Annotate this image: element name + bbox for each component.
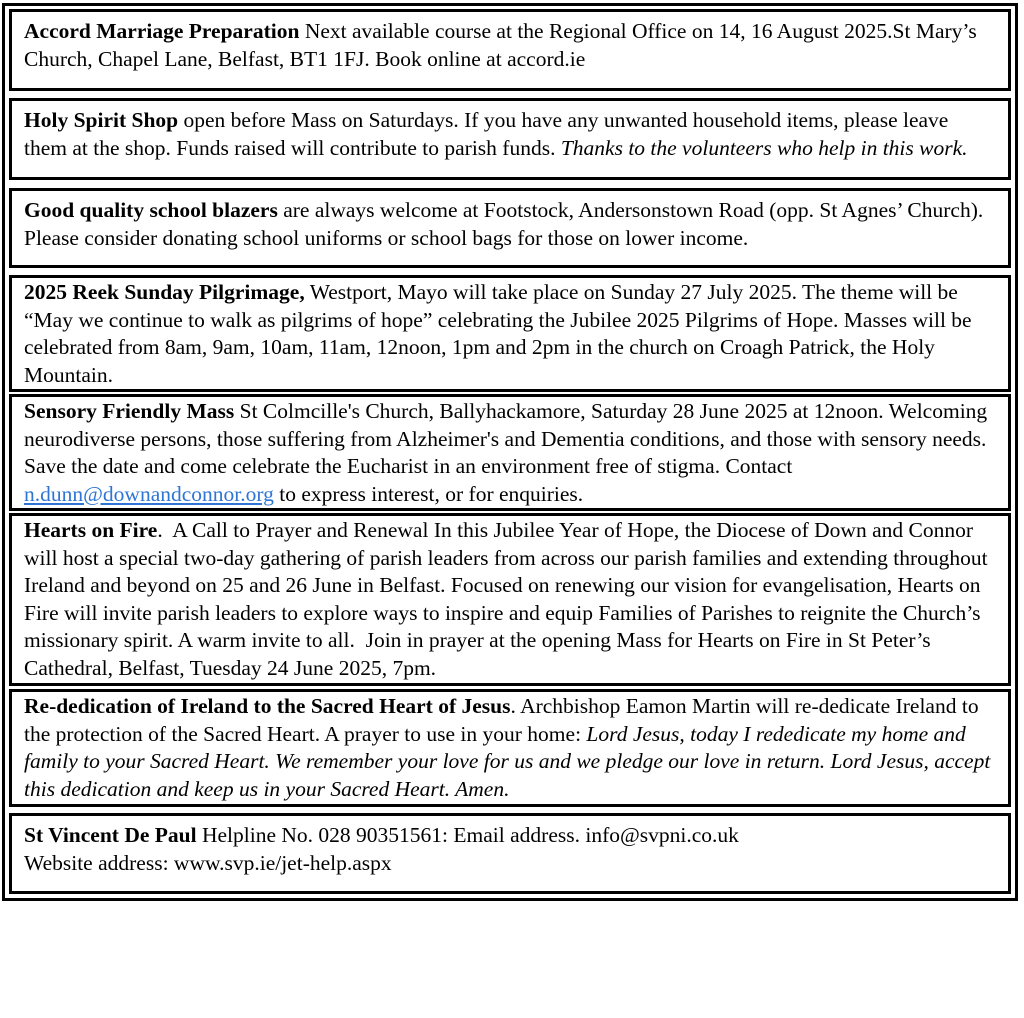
notice-body-after-link: to express interest, or for enquiries. xyxy=(273,481,584,506)
notice-st-vincent-de-paul xyxy=(9,813,1011,894)
notice-body: Westport, Mayo will take place on Sunday 27 July 2025. The theme will be “May we continue to walk as pilgrims of hope” celebrating the Jubilee 2025 Pilgrims of Hope. Masses will be celebrated from 8am, 9am, 10am, 11am, 12noon, 1pm and 2pm in the church on Croagh Patrick, the Holy Mountain. xyxy=(24,280,977,387)
notice-school-blazers xyxy=(9,188,1011,268)
notice-title: Holy Spirit Shop xyxy=(24,108,179,132)
website-address-line: Website address: www.svp.ie/jet-help.aspx xyxy=(24,850,392,875)
notice-accord-marriage-preparation xyxy=(9,9,1011,91)
notice-hearts-on-fire xyxy=(9,513,1011,686)
email-link[interactable]: n.dunn@downandconnor.org xyxy=(24,481,274,506)
notice-title: 2025 Reek Sunday Pilgrimage, xyxy=(24,280,305,304)
notice-holy-spirit-shop xyxy=(9,98,1011,180)
notice-title: Re-dedication of Ireland to the Sacred Heart of Jesus xyxy=(24,694,511,718)
notice-title: Accord Marriage Preparation xyxy=(24,19,300,43)
notice-body: . A Call to Prayer and Renewal In this Jubilee Year of Hope, the Diocese of Down and Connor will host a special two-day gathering of parish leaders from across our parish families and extending throughout Ireland and beyond on 25 and 26 June in Belfast. Focused on renewing our vision for evangelisation, Hearts on Fire will invite parish leaders to explore ways to inspire and equip Families of Parishes to reignite the Church’s missionary spirit. A warm invite to all. Join in prayer at the opening Mass for Hearts on Fire in St Peter’s Cathedral, Belfast, Tuesday 24 June 2025, 7pm. xyxy=(24,518,994,680)
notice-body: Helpline No. 028 90351561: Email address. info@svpni.co.uk xyxy=(196,823,739,847)
parish-newsletter-page xyxy=(2,3,1018,901)
notice-text xyxy=(24,197,996,252)
notice-body: St Colmcille's Church, Ballyhackamore, Saturday 28 June 2025 at 12noon. Welcoming neurodiverse persons, those suffering from Alzheimer's and Dementia conditions, and those with sensory needs. Save the date and come celebrate the Eucharist in an environment free of stigma. Contact xyxy=(24,399,993,478)
notice-text xyxy=(24,693,996,803)
notice-sensory-friendly-mass xyxy=(9,394,1011,511)
notice-text xyxy=(24,279,996,389)
notice-prayer-italic: Lord Jesus, today I rededicate my home and family to your Sacred Heart. We remember your love for us and we pledge our love in return. Lord Jesus, accept this dedication and keep us in your Sacred Heart. Amen. xyxy=(24,721,996,801)
notice-title: Sensory Friendly Mass xyxy=(24,399,235,423)
notice-reek-sunday-pilgrimage xyxy=(9,275,1011,392)
notice-body: open before Mass on Saturdays. If you have any unwanted household items, please leave them at the shop. Funds raised will contribute to parish funds. xyxy=(24,108,954,160)
notice-text xyxy=(24,822,996,877)
notice-text xyxy=(24,18,996,73)
notice-title: Good quality school blazers xyxy=(24,198,278,222)
notice-text xyxy=(24,107,996,162)
notice-rededication-sacred-heart xyxy=(9,689,1011,807)
notice-title: St Vincent De Paul xyxy=(24,823,197,847)
notice-body: Next available course at the Regional Office on 14, 16 August 2025.St Mary’s Church, Chapel Lane, Belfast, BT1 1FJ. Book online at accord.ie xyxy=(24,19,983,71)
notice-body: are always welcome at Footstock, Andersonstown Road (opp. St Agnes’ Church). Please consider donating school uniforms or school bags for those on lower income. xyxy=(24,198,994,250)
notice-text xyxy=(24,398,996,508)
notice-body-italic: Thanks to the volunteers who help in this work. xyxy=(560,135,968,160)
notice-text xyxy=(24,517,996,682)
notice-body: . Archbishop Eamon Martin will re-dedicate Ireland to the protection of the Sacred Heart. A prayer to use in your home: xyxy=(24,694,984,746)
notice-title: Hearts on Fire xyxy=(24,518,158,542)
